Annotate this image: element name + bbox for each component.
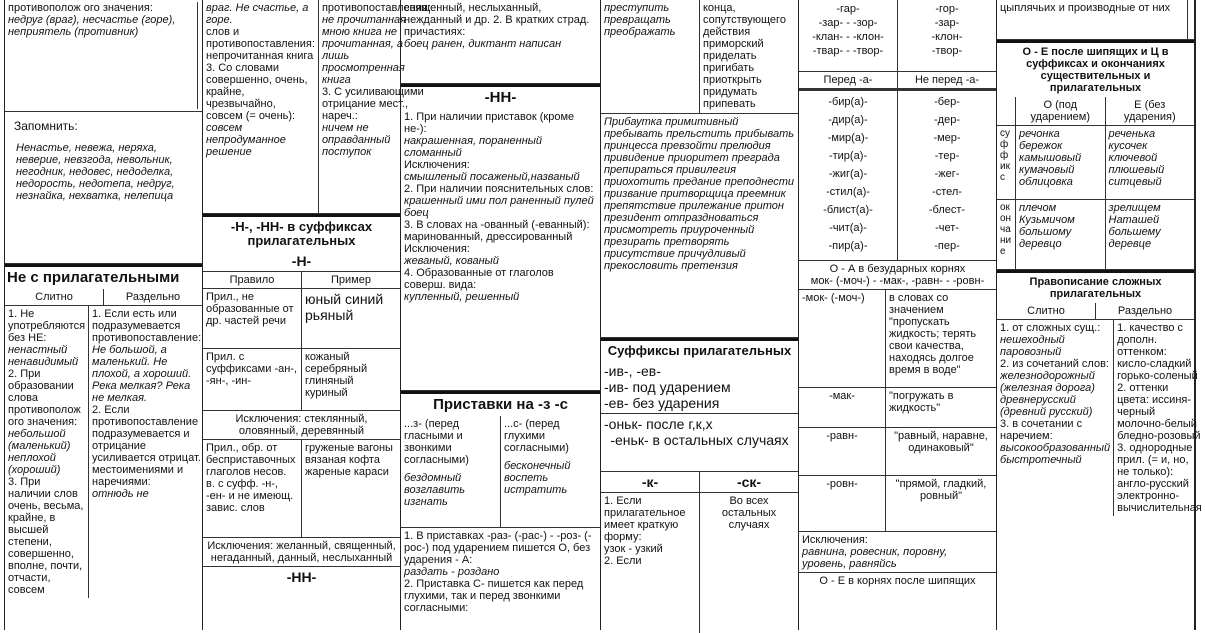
ending-label: окончание (1000, 202, 1012, 257)
unstressed-roots-title: О - А в безударных корнях (829, 263, 966, 275)
roots-stressed-list (897, 0, 996, 71)
col-header-o-stressed: О (под ударением) (1015, 97, 1105, 125)
n-row-1 (203, 289, 400, 349)
n-rule-1: Прил., не образованные от др. частей речи (206, 291, 294, 327)
root-unstressed-item: -клан- - -клон- (812, 31, 884, 43)
prefix-z-rule: ...з- (перед гласными и звонкими согласными) (404, 418, 469, 466)
ending-e-examples: зрелищем Наташей большему деревце (1105, 200, 1195, 269)
compound-head (997, 303, 1194, 320)
o-e-ending-row (997, 200, 1194, 270)
o-e-roots-title: О - Е в корнях после шипящих (819, 575, 976, 587)
root-unstressed-item: -твар- - -твор- (812, 45, 884, 57)
ne-adj-table-head (5, 289, 202, 306)
rovn-row (799, 476, 996, 532)
o-e-head (997, 97, 1194, 126)
root-alternation-top (799, 0, 996, 72)
col-header-compound-hyphen: Раздельно (1095, 303, 1194, 319)
together-rule-2: 2. При образовании слова противополож ого значения: (8, 368, 81, 428)
ne-participles-table (203, 0, 431, 214)
root-not-before-a-item: -пер- (934, 240, 960, 252)
ts-top-text: цыплячьих и производные от них (1000, 2, 1171, 14)
nn-rule-1-exc-ex: смышленый посаженый,названый (404, 171, 580, 183)
suffix-enk: -еньк- в остальных случаях (610, 432, 789, 448)
col-header-k: -к- (641, 474, 659, 490)
prefix-rule-1-ex: раздать - роздано (404, 566, 500, 578)
root-before-a-item: -дир(а)- (828, 114, 868, 126)
suffix-iv: -ив- под ударением (604, 379, 731, 395)
n-row-2 (203, 349, 400, 411)
suffix-ev: -ев- без ударения (604, 395, 720, 411)
ending-o-examples: плечом Кузьмичом большому деревцо (1015, 200, 1105, 269)
mak-root: -мак- (829, 390, 855, 402)
n-example-2: кожаный серебряный глиняный куриный (301, 349, 400, 410)
root-before-a-item: -мир(а)- (827, 132, 869, 144)
suffix-e-examples: реченька кусочек ключевой плюшевый ситцевый (1105, 126, 1195, 199)
mok-meaning: в словах со значением "пропускать жидкость; терять свои качества, находясь долгое время в воде" (885, 290, 996, 387)
pre-pri-table (601, 0, 798, 114)
column-nn-prefixes (400, 0, 600, 630)
nn-top-text: священный, неслыханный, нежданный и др. 2. В кратких страд. причастиях: (404, 2, 590, 38)
separate-rule-2: 2. Если противопоставление подразумевается и отрицание усиливается отрицат. местоимениями и наречиями: (92, 404, 201, 488)
ne-top-a: враг. Не счастье, а горе. (206, 2, 309, 26)
prefix-s-examples: бесконечный воспеть истратить (504, 460, 571, 496)
root-not-before-a-item: -блест- (928, 204, 966, 216)
pre-examples: преступить превращать преображать (604, 2, 676, 38)
suffix-o-examples: речонка бережок камышовый кумачовый облицовка (1015, 126, 1105, 199)
unstressed-roots-box (799, 261, 996, 290)
subheader-nn-bottom: -НН- (286, 569, 317, 585)
column-n-nn-adjectives (202, 0, 431, 630)
suffix-label: суффикс (1000, 128, 1010, 183)
prefix-table (401, 416, 600, 528)
remember-title: Запомнить: (14, 119, 78, 133)
section-header-prefixes-z-s: Приставки на -з -с (401, 391, 600, 416)
root-not-before-a-item: -мер- (933, 132, 961, 144)
nn-rule-3-exc: Исключения: (404, 243, 470, 255)
pri-examples: конца, сопутствующего действия приморский приделать пригибать приоткрыть придумать припевать (699, 0, 798, 113)
col-header-example: Пример (301, 272, 400, 288)
root-not-before-a-item: -бер- (934, 96, 960, 108)
suffix-onk: -оньк- после г,к,х (604, 416, 713, 432)
n-table-head (203, 272, 400, 289)
roots-unstressed-list (799, 0, 897, 71)
root-not-before-a-item: -дер- (934, 114, 960, 126)
root-stressed-item: -твор- (931, 45, 963, 57)
sk-rule: Во всех остальных случаях (699, 493, 798, 633)
column-roots (798, 0, 996, 630)
col-header-compound-together: Слитно (1027, 305, 1065, 317)
root-not-before-a-item: -чет- (935, 222, 959, 234)
mak-meaning: "погружать в жидкость" (885, 388, 996, 427)
compound-together-3: 3. в сочетании с наречием: (1000, 418, 1083, 442)
subheader-n: -Н- (203, 251, 400, 272)
root-stressed-item: -зар- (934, 17, 960, 29)
together-ex-1: ненастный ненавидимый (8, 344, 79, 368)
column-pre-pri-suffixes (600, 0, 798, 630)
ravn-root: -равн- (826, 430, 858, 442)
ravn-meaning: "равный, наравне, одинаковый" (885, 428, 996, 475)
rovn-root: -ровн- (826, 478, 858, 490)
section-header-n-nn: -Н-, -НН- в суффиксах прилагательных (203, 214, 400, 251)
compound-hyphen-1: 1. качество с дополн. оттенком: кисло-сладкий горько-соленый (1117, 322, 1198, 382)
n-rule-3: Прил., обр. от бесприставочных глаголов несов. в. с суфф. -н-, -ен- и не имеющ. завис. слов (206, 442, 296, 514)
n-example-3: груженые вагоны вязаная кофта жареные караси (301, 440, 400, 537)
root-unstressed-item: -зар- - -зор- (818, 17, 878, 29)
mok-mak-line: мок- (-моч-) - -мак-, -равн- - -ровн- (810, 275, 985, 287)
ts-top-box (997, 0, 1194, 40)
column-ne-nouns-adjectives (4, 0, 202, 630)
section-header-compound-adj: Правописание сложных прилагательных (997, 270, 1194, 303)
col-header-separate: Раздельно (103, 289, 202, 305)
nn-top-example: боец ранен, диктант написан (404, 38, 562, 50)
root-not-before-a-item: -стел- (932, 186, 962, 198)
root-not-before-a-item: -жег- (934, 168, 960, 180)
ne-words-a: слов и противопоставления: непрочитанная книга 3. Со словами совершенно, очень, крайне, чрезвычайно, совсем (= очень): (206, 26, 315, 122)
root-before-a-item: -бир(а)- (828, 96, 868, 108)
col-header-sk: -ск- (699, 472, 798, 492)
compound-together-2: 2. из сочетаний слов: (1000, 358, 1109, 370)
col-header-rule: Правило (229, 274, 275, 286)
root-stressed-item: -гор- (935, 3, 959, 15)
section-header-adj-suffixes: Суффиксы прилагательных (601, 338, 798, 361)
root-before-a-item: -тир(а)- (828, 150, 868, 162)
root-unstressed-item: -гар- (836, 3, 860, 15)
remember-words: Ненастье, невежа, неряха, неверие, невзгода, невольник, негодник, недовес, недоделка, недорость, недотепа, недруг, незнайка, нехватка, нелепица (16, 142, 175, 202)
mak-row (799, 388, 996, 428)
root-before-a-item: -чит(а)- (829, 222, 867, 234)
k-rule-2: 2. Если (604, 555, 642, 567)
section-header-o-e-suffixes: О - Е после шипящих и Ц в суффиксах и окончаниях существительных и прилагательных (997, 40, 1194, 97)
prefix-rule-1: 1. В приставках -раз- (-рас-) - -роз- (-рос-) под ударением пишется О, без ударения - А: (404, 530, 592, 566)
ne-adj-table-body (5, 306, 202, 598)
nn-rule-1: 1. При наличии приставок (кроме не-): (404, 111, 575, 135)
col-header-before-a: Перед -а- (823, 74, 873, 86)
n-row-3 (203, 440, 400, 538)
nn-rule-4: 4. Образованные от глаголов соверш. вида: (404, 267, 554, 291)
nn-rule-1-ex: накрашенная, пораненный сломанный (404, 135, 542, 159)
n-rule-2: Прил. с суффиксами -ан-, -ян-, -ин- (206, 351, 298, 387)
nn-rule-2-ex: крашенный ими пол раненный пулей боец (404, 195, 594, 219)
ne-words-b-ex: не прочитанная мною книга не прочитанная, а лишь просмотренная книга (321, 14, 407, 86)
together-rule-1: 1. Не употребляются без НЕ: (8, 308, 86, 344)
rovn-meaning: "прямой, гладкий, ровный" (885, 476, 996, 531)
k-rule: 1. Если прилагательное имеет краткую форму: (604, 495, 686, 543)
ne-nouns-rule: противополож ого значения: (8, 2, 153, 14)
k-sk-body (601, 493, 798, 633)
roots-exc-title: Исключения: (802, 534, 868, 546)
separate-ex-2: отнюдь не (92, 488, 149, 500)
n-exceptions-2: Исключения: желанный, священный, негаданный, данный, неслыханный (203, 538, 400, 567)
root-before-a-item: -стил(а)- (826, 186, 870, 198)
k-sk-head (601, 472, 798, 493)
mok-row (799, 290, 996, 388)
suffix-iv-ev: -ив-, -ев- (604, 363, 661, 379)
ne-nouns-examples: недруг (враг), несчастье (горе), неприятель (противник) (8, 14, 176, 38)
compound-hyphen-3: 3. однородные прил. (= и, но, не только): англо-русский электронно-вычислительная (1117, 442, 1202, 514)
roots-a-table (799, 89, 996, 261)
nn-rule-2: 2. При наличии пояснительных слов: (404, 183, 594, 195)
ne-words-b2: 3. С усиливающими отрицание мест., нареч.: (321, 86, 424, 122)
nn-rule-3-exc-ex: жеваный, кованый (404, 255, 499, 267)
ne-words-b2-ex: ничем не оправданный поступок (321, 122, 391, 158)
separate-rule-1: 1. Если есть или подразумевается противопоставление: (92, 308, 202, 344)
compound-hyphen-2: 2. оттенки цвета: иссиня-черный молочно-белый бледно-розовый (1117, 382, 1201, 442)
prefix-raz-ros-box (401, 528, 600, 616)
col-header-together: Слитно (35, 291, 73, 303)
together-ex-2: небольшой (маленький) неплохой (хороший) (8, 428, 71, 476)
prefix-s-rule: ...с- (перед глухими согласными) (504, 418, 569, 454)
column-o-e-compound (996, 0, 1202, 630)
section-header-ne-adjectives: Не с прилагательными (5, 264, 202, 289)
root-before-a-item: -жиг(а)- (828, 168, 868, 180)
col-header-not-before-a: Не перед -а- (897, 72, 996, 88)
section-header-nn: -НН- (401, 84, 600, 109)
root-stressed-item: -клон- (931, 31, 963, 43)
separate-ex-1: Не большой, а маленький. Не плохой, а хороший. Река мелкая? Река не мелкая. (92, 344, 192, 404)
col-header-e-unstressed: Е (без ударения) (1105, 97, 1195, 125)
roots-a-head (799, 72, 996, 89)
ne-words-b: противопоставления: (321, 2, 431, 14)
nn-rule-3: 3. В словах на -ованный (-еванный): маринованный, дрессированный (404, 219, 590, 243)
roots-exc-words: равнина, ровесник, поровну, уровень, равняйсь (802, 546, 948, 570)
ne-nouns-table (5, 0, 202, 112)
root-before-a-item: -блист(а)- (823, 204, 873, 216)
compound-together-1-ex: нешеходный паровозный (1000, 334, 1065, 358)
k-example: узок - узкий (604, 543, 663, 555)
ne-words-a-ex: совсем непродуманное решение (206, 122, 286, 158)
n-exceptions-1: Исключения: стеклянный, оловянный, деревянный (203, 411, 400, 440)
roots-before-a-list (799, 91, 897, 260)
root-not-before-a-item: -тер- (934, 150, 960, 162)
pre-pri-words: Прибаутка примитивный пребывать прельстить прибывать принцесса превзойти прелюдия привидение приоритет преграда препираться привилегия приохотить предание преподнести призвание притворщица преемник препятствие прилежание притон президент отпраздноваться присмотреть приуроченный презирать претворять присутствие причудливый прекословить претензия (601, 114, 798, 338)
nn-rule-4-ex: купленный, решенный (404, 291, 520, 303)
suffix-iv-ev-box (601, 361, 798, 414)
compound-together-2-ex: железнодорожный (железная дорога) древнерусский (древний русский) (1000, 370, 1095, 418)
prefix-z-examples: бездомный возглавить изгнать (404, 472, 466, 508)
mok-root: -мок- (-моч-) (802, 292, 865, 304)
prefix-rule-2: 2. Приставка С- пишется как перед глухими, так и перед звонкими согласными: (404, 578, 584, 614)
ravn-row (799, 428, 996, 476)
suffix-onk-enk-box (601, 414, 798, 472)
nn-participles-box (401, 0, 600, 84)
n-example-1: юный синий рьяный (301, 289, 400, 348)
compound-body (997, 320, 1202, 516)
together-rule-3: 3. При наличии слов очень, весьма, крайне, в высшей степени, совершенно, вполне, почти, отчасти, совсем (8, 476, 84, 596)
root-before-a-item: -пир(а)- (828, 240, 868, 252)
compound-together-1: 1. от сложных сущ.: (1000, 322, 1101, 334)
compound-together-3-ex: высокообразованный быстротечный (1000, 442, 1111, 466)
o-e-suffix-row (997, 126, 1194, 200)
roots-exceptions (799, 532, 996, 573)
roots-not-before-a-list (897, 91, 996, 260)
remember-box (5, 112, 202, 264)
nn-rule-1-exc: Исключения: (404, 159, 470, 171)
nn-rules-box (401, 109, 600, 391)
